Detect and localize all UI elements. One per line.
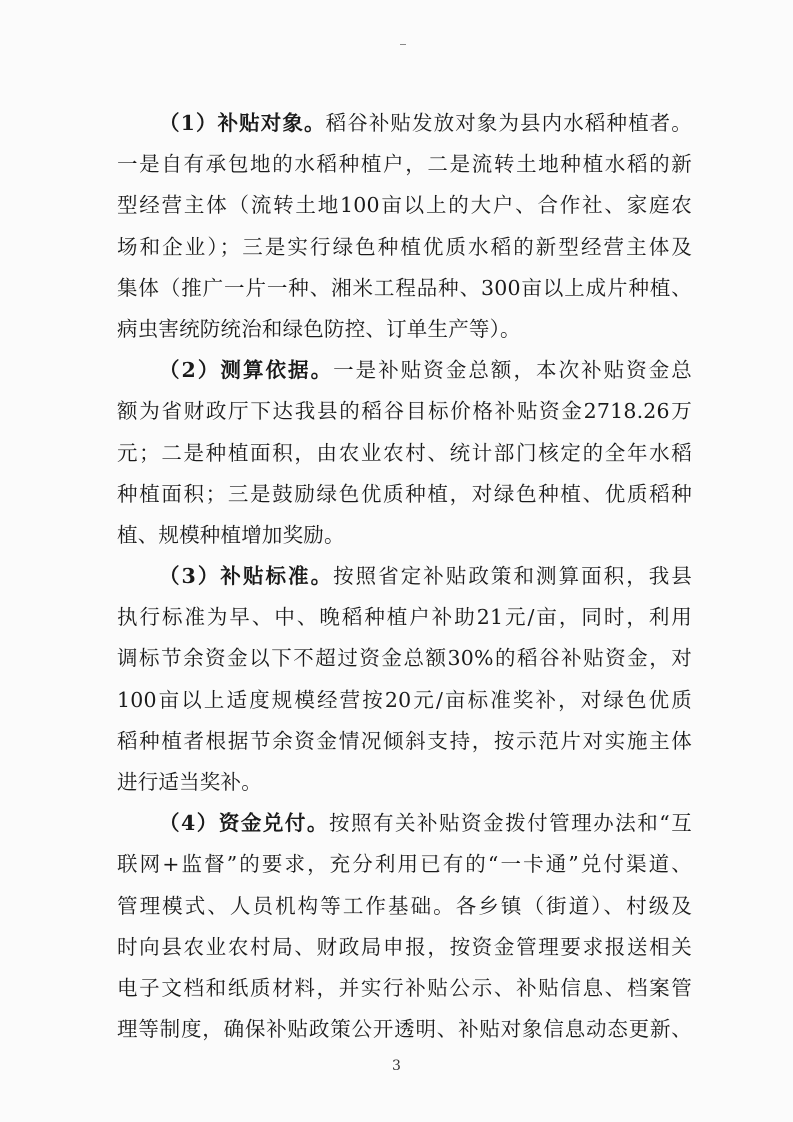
line-text: 稻谷补贴发放对象为县内水稻种植者。 [325, 111, 692, 135]
paragraph-line: 额为省财政厅下达我县的稻谷目标价格补贴资金2718.26万 [117, 399, 692, 424]
paragraph-line: 场和企业）；三是实行绿色种植优质水稻的新型经营主体及 [117, 234, 692, 259]
page-number: 3 [392, 1058, 401, 1074]
paragraph-line: 理等制度，确保补贴政策公开透明、补贴对象信息动态更新、 [117, 1017, 692, 1042]
paragraph-line: 一是自有承包地的水稻种植户，二是流转土地种植水稻的新 [117, 152, 692, 177]
paragraph-line: 管理模式、人员机构等工作基础。各乡镇（街道）、村级及 [117, 893, 692, 918]
paragraph-line: 植、规模种植增加奖励。 [117, 522, 345, 547]
paragraph-line [117, 556, 692, 597]
scan-mark [400, 44, 406, 45]
paragraph-calculation-basis [117, 350, 692, 556]
paragraph-fund-payment [117, 803, 692, 1050]
paragraph-line: 100亩以上适度规模经营按20元/亩标准奖补，对绿色优质 [117, 687, 692, 712]
paragraph-line: 联网+监督”的要求，充分利用已有的“一卡通”兑付渠道、 [117, 852, 692, 877]
paragraph-line: 电子文档和纸质材料，并实行补贴公示、补贴信息、档案管 [117, 975, 692, 1000]
paragraph-line: 稻种植者根据节余资金情况倾斜支持，按示范片对实施主体 [117, 728, 692, 753]
section-heading: （2）测算依据。 [159, 358, 334, 383]
paragraph-line [117, 803, 692, 844]
paragraph-subsidy-standard [117, 556, 692, 803]
section-heading: （4）资金兑付。 [159, 811, 329, 836]
paragraph-line: 调标节余资金以下不超过资金总额30%的稻谷补贴资金，对 [117, 646, 692, 671]
document-body [117, 103, 692, 1050]
line-text: 按照有关补贴资金拨付管理办法和“互 [328, 811, 692, 836]
section-heading: （3）补贴标准。 [159, 564, 334, 589]
paragraph-line: 时向县农业农村局、财政局申报，按资金管理要求报送相关 [117, 934, 692, 959]
paragraph-line: 执行标准为早、中、晚稻种植户补助21元/亩，同时，利用 [117, 605, 692, 630]
paragraph-line [117, 103, 692, 144]
section-heading: （1）补贴对象。 [159, 111, 326, 135]
paragraph-line: 病虫害统防统治和绿色防控、订单生产等）。 [117, 316, 521, 341]
paragraph-line: 集体（推广一片一种、湘米工程品种、300亩以上成片种植、 [117, 275, 692, 300]
paragraph-subsidy-target [117, 103, 692, 350]
line-text: 一是补贴资金总额，本次补贴资金总 [333, 358, 692, 383]
paragraph-line [117, 350, 692, 391]
line-text: 按照省定补贴政策和测算面积，我县 [333, 564, 692, 589]
paragraph-line: 进行适当奖补。 [117, 770, 262, 794]
paragraph-line: 种植面积；三是鼓励绿色优质种植，对绿色种植、优质稻种 [117, 481, 692, 506]
paragraph-line: 元；二是种植面积，由农业农村、统计部门核定的全年水稻 [117, 440, 692, 465]
paragraph-line: 型经营主体（流转土地100亩以上的大户、合作社、家庭农 [117, 193, 692, 218]
